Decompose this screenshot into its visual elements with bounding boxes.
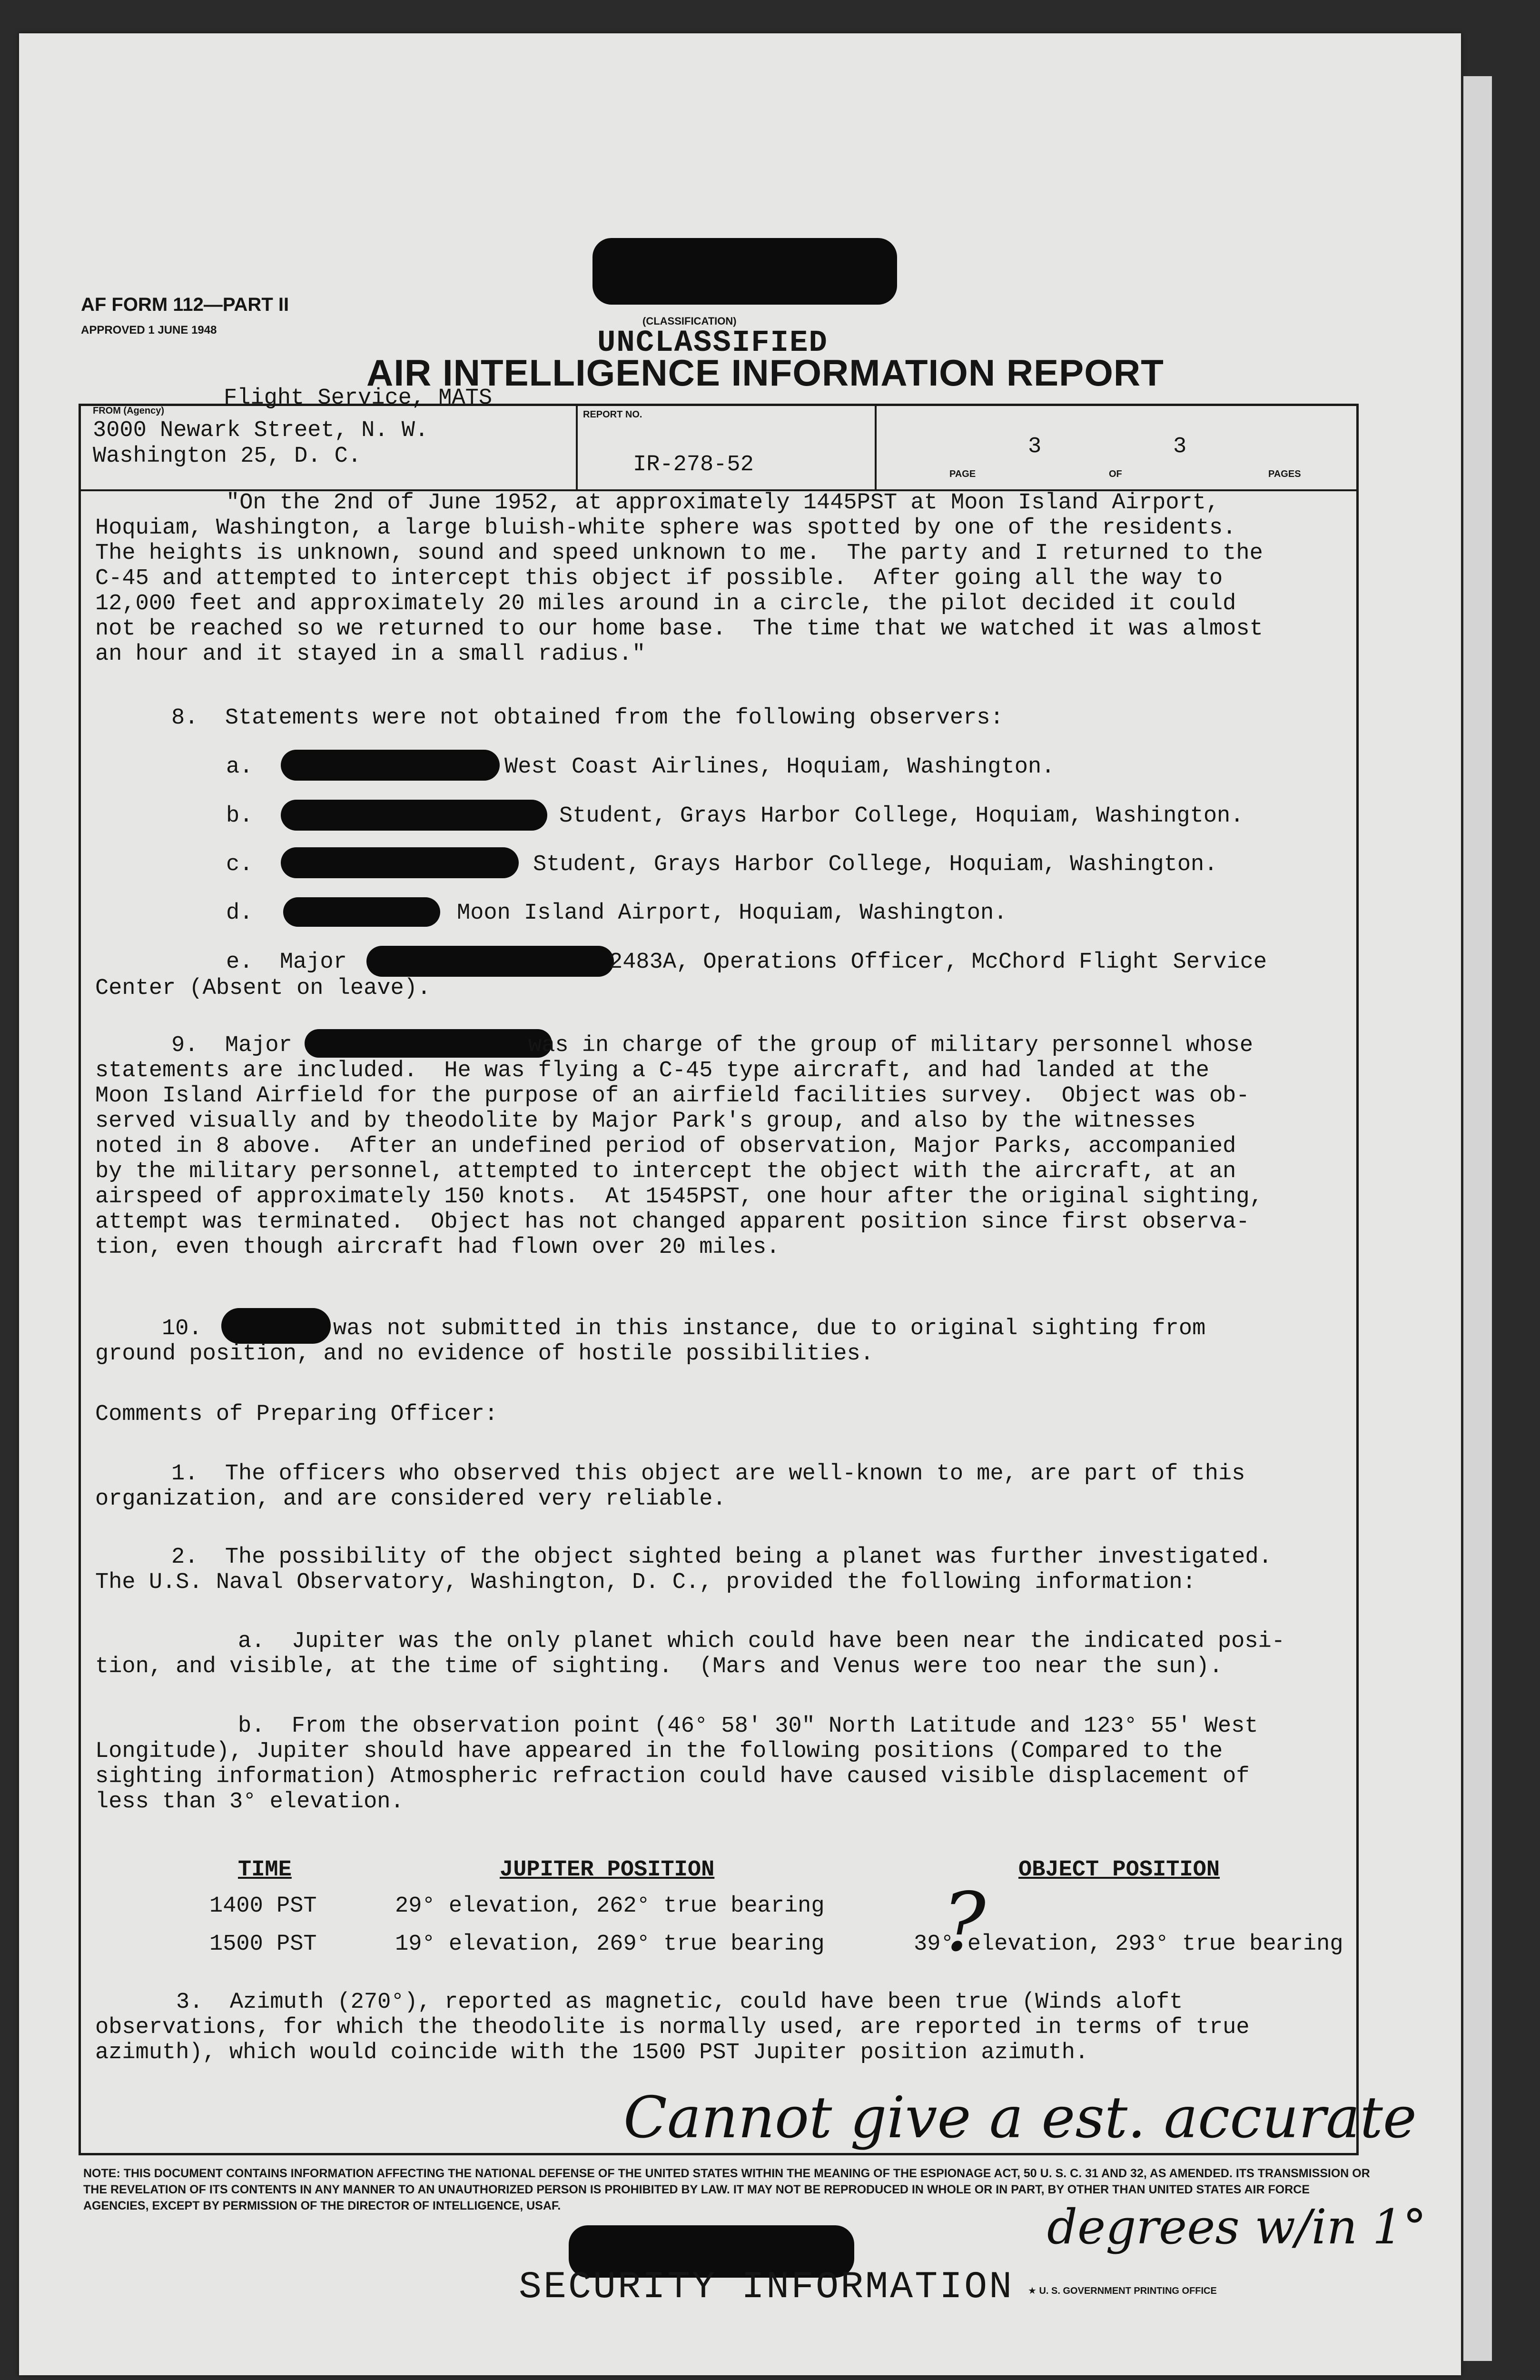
report-no: IR-278-52 [633,452,754,477]
printer-imprint: ★ U. S. GOVERNMENT PRINTING OFFICE [1028,2286,1217,2296]
comment-3-line-2: observations, for which the theodolite is normally used, are reported in terms of true [95,2015,1250,2040]
quote-line-3: The heights is unknown, sound and speed unknown to me. The party and I returned to the [95,541,1263,566]
comment-3-line-3: azimuth), which would coincide with the 1500 PST Jupiter position azimuth. [95,2040,1089,2065]
espionage-notice: NOTE: THIS DOCUMENT CONTAINS INFORMATION AFFECTING THE NATIONAL DEFENSE OF THE UNITED STATES WITHIN THE MEANING OF THE ESPIONAGE ACT, 50 U. S. C. 31 AND 32, AS AMENDED. ITS TRANSMISSION OR THE REVELATION OF ITS CONTENTS IN ANY MANNER TO AN UNAUTHORIZED PERSON IS PROHIBITED BY LAW. IT MAY NOT BE REPRODUCED IN WHOLE OR IN PART, BY OTHER THAN UNITED STATES AIR FORCE AGENCIES, EXCEPT BY PERMISSION OF THE DIRECTOR OF INTELLIGENCE, USAF. [83,2167,1370,2212]
para-8a-letter: a. [226,754,253,780]
redaction-top [592,238,897,305]
comment-2b-line-4: less than 3° elevation. [95,1789,404,1815]
quote-line-7: an hour and it stayed in a small radius." [95,642,646,667]
table-row-2-time: 1500 PST [209,1932,317,1957]
para-9-line-8: attempt was terminated. Object has not changed apparent position since first observa- [95,1210,1250,1235]
table-row-2-object: 39° elevation, 293° true bearing [914,1932,1343,1957]
table-header-time: TIME [238,1857,292,1883]
form-approved: APPROVED 1 JUNE 1948 [81,324,217,337]
redaction-8b [281,800,547,831]
comments-heading: Comments of Preparing Officer: [95,1402,498,1427]
para-9-line-7: airspeed of approximately 150 knots. At 1545PST, one hour after the original sighting, [95,1184,1263,1210]
para-8e-lead: e. Major [226,950,347,975]
para-8d-text: Moon Island Airport, Hoquiam, Washington. [457,901,1007,926]
page-label: PAGE [949,469,976,479]
comment-2a-line-1: a. Jupiter was the only planet which could have been near the indicated posi- [238,1629,1285,1654]
comment-2a-line-2: tion, and visible, at the time of sighting. (Mars and Venus were too near the sun). [95,1654,1223,1679]
page-number: 3 [1028,434,1042,459]
report-title: AIR INTELLIGENCE INFORMATION REPORT [366,352,1164,394]
page-total: 3 [1173,434,1187,459]
comment-2b-line-1: b. From the observation point (46° 58' 30" North Latitude and 123° 55' West [238,1714,1258,1739]
para-9-line-4: served visually and by theodolite by Major Park's group, and also by the witnesses [95,1109,1196,1134]
handwritten-mark: ? [942,1875,986,1970]
of-label: OF [1109,469,1122,479]
pages-label: PAGES [1268,469,1301,479]
redaction-10 [221,1308,331,1344]
table-row-1-time: 1400 PST [209,1894,317,1919]
para-8b-text: Student, Grays Harbor College, Hoquiam, Washington. [559,803,1244,829]
para-8b-letter: b. [226,803,253,829]
comment-3-line-1: 3. Azimuth (270°), reported as magnetic, could have been true (Winds aloft [176,1990,1183,2015]
handwritten-note-line-1: Cannot give a est. accurate [623,2085,1417,2151]
para-8e-text: 2483A, Operations Officer, McChord Flight Service [609,950,1267,975]
para-10-lead: 10. [162,1316,202,1341]
report-no-label: REPORT NO. [583,409,642,420]
table-header-object: OBJECT POSITION [1018,1857,1220,1883]
from-label: FROM (Agency) [93,406,164,416]
redaction-8a [281,750,500,781]
from-line-1: Flight Service, MATS [224,386,493,411]
comment-2-line-2: The U.S. Naval Observatory, Washington, D. C., provided the following information: [95,1570,1196,1595]
para-9-line-1: was in charge of the group of military personnel whose [528,1033,1254,1058]
redaction-8d [283,897,440,927]
para-8d-letter: d. [226,901,253,926]
para-9-line-6: by the military personnel, attempted to intercept the object with the aircraft, at an [95,1159,1236,1184]
security-stamp: SECURITY INFORMATION [519,2266,1014,2309]
header-divider-1 [576,404,578,489]
para-9-line-3: Moon Island Airfield for the purpose of an airfield facilities survey. Object was ob- [95,1083,1250,1109]
para-10-line-1: was not submitted in this instance, due to original sighting from [333,1316,1206,1341]
page-shadow [1463,76,1492,2361]
para-9-line-9: tion, even though aircraft had flown over 20 miles. [95,1235,780,1260]
from-line-3: Washington 25, D. C. [93,444,362,469]
para-8-intro: 8. Statements were not obtained from the following observers: [171,705,1004,731]
para-9-line-5: noted in 8 above. After an undefined period of observation, Major Parks, accompanied [95,1134,1236,1159]
quote-line-1: "On the 2nd of June 1952, at approximately 1445PST at Moon Island Airport, [226,490,1220,516]
para-8c-text: Student, Grays Harbor College, Hoquiam, Washington. [533,852,1218,877]
comment-1-line-1: 1. The officers who observed this object are well-known to me, are part of this [171,1461,1245,1487]
para-10-line-2: ground position, and no evidence of hostile possibilities. [95,1341,874,1367]
table-header-jupiter: JUPITER POSITION [500,1857,715,1883]
para-8a-text: West Coast Airlines, Hoquiam, Washington. [504,754,1055,780]
handwritten-note-line-2: degrees w/in 1° [1047,2199,1427,2255]
form-number: AF FORM 112—PART II [81,294,289,315]
quote-line-6: not be reached so we returned to our home base. The time that we watched it was almost [95,616,1263,642]
quote-line-4: C-45 and attempted to intercept this object if possible. After going all the way to [95,566,1223,591]
redaction-8e [366,946,614,977]
para-9-lead: 9. Major [171,1033,292,1058]
classification-stamp: UNCLASSIFIED [597,326,828,360]
quote-line-2: Hoquiam, Washington, a large bluish-white sphere was spotted by one of the residents. [95,516,1236,541]
header-divider-2 [875,404,877,489]
comment-1-line-2: organization, and are considered very reliable. [95,1487,726,1512]
table-row-1-jupiter: 29° elevation, 262° true bearing [395,1894,825,1919]
redaction-9 [305,1029,552,1058]
comment-2b-line-2: Longitude), Jupiter should have appeared in the following positions (Compared to the [95,1739,1223,1764]
quote-line-5: 12,000 feet and approximately 20 miles around in a circle, the pilot decided it could [95,591,1236,616]
table-row-2-jupiter: 19° elevation, 269° true bearing [395,1932,825,1957]
para-8e-cont: Center (Absent on leave). [95,976,431,1001]
classification-label: (CLASSIFICATION) [642,315,737,327]
para-8c-letter: c. [226,852,253,877]
comment-2b-line-3: sighting information) Atmospheric refraction could have caused visible displacement of [95,1764,1250,1789]
from-line-2: 3000 Newark Street, N. W. [93,418,429,443]
redaction-8c [281,847,519,878]
para-9-line-2: statements are included. He was flying a C-45 type aircraft, and had landed at the [95,1058,1209,1083]
comment-2-line-1: 2. The possibility of the object sighted being a planet was further investigated. [171,1545,1272,1570]
